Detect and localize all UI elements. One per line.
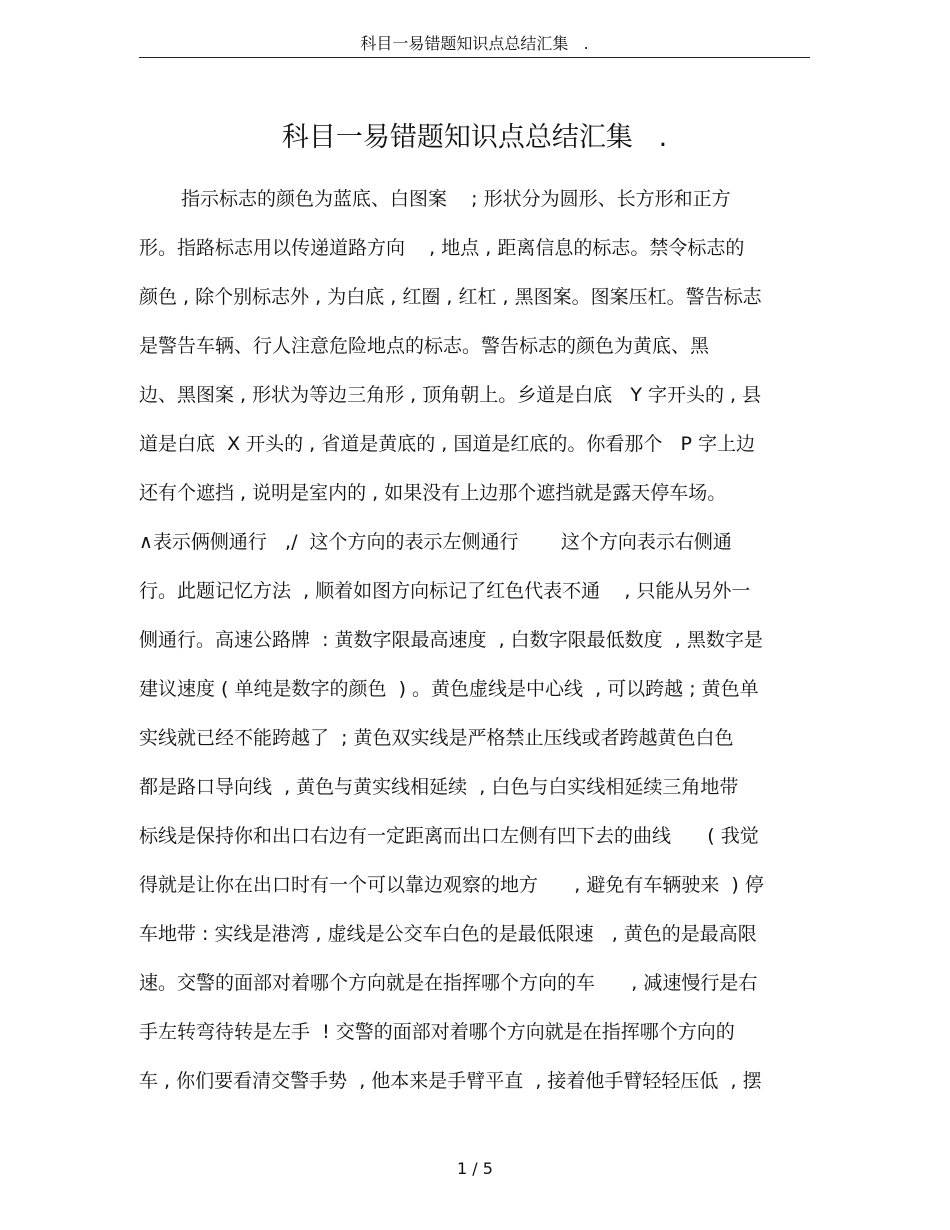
body-paragraph — [139, 180, 819, 1111]
text-line: 形。指路标志用以传递道路方向 , 地点 , 距离信息的标志。禁令标志的 — [139, 237, 745, 259]
text-line: 手左转弯待转是左手 ! 交警的面部对着哪个方向就是在指挥哪个方向的 — [139, 1021, 735, 1043]
text-line: 侧通行。高速公路牌 : 黄数字限最高速度 , 白数字限最低数度 , 黑数字是 — [139, 629, 763, 651]
text-line: 车 , 你们要看清交警手势 , 他本来是手臂平直 , 接着他手臂轻轻压低 , 摆 — [139, 1070, 762, 1092]
text-line: 指示标志的颜色为蓝底、白图案 ; 形状分为圆形、长方形和正方 — [181, 188, 731, 210]
text-line: 颜色 , 除个别标志外 , 为白底 , 红圈 , 红杠 , 黑图案。图案压杠。警告标志 — [139, 286, 762, 308]
running-header-title: 科目一易错题知识点总结汇集 . — [360, 34, 589, 53]
text-line: 都是路口导向线 , 黄色与黄实线相延续 , 白色与白实线相延续三角地带 — [139, 776, 739, 798]
text-line: 得就是让你在出口时有一个可以靠边观察的地方 , 避免有车辆驶来 ) 停 — [139, 874, 764, 896]
text-line: ∧表示俩侧通行 ,/ 这个方向的表示左侧通行 这个方向表示右侧通 — [139, 531, 732, 553]
page-number: 1 / 5 — [457, 1159, 493, 1178]
text-line: 速。交警的面部对着哪个方向就是在指挥哪个方向的车 , 减速慢行是右 — [139, 972, 758, 994]
text-line: 建议速度 ( 单纯是数字的颜色 ) 。黄色虚线是中心线 , 可以跨越 ; 黄色单 — [139, 678, 759, 700]
text-line: 是警告车辆、行人注意危险地点的标志。警告标志的颜色为黄底、黑 — [139, 335, 710, 357]
document-title: 科目一易错题知识点总结汇集 . — [281, 122, 668, 153]
text-line: 实线就已经不能跨越了 ; 黄色双实线是严格禁止压线或者跨越黄色白色 — [139, 727, 734, 749]
text-line: 道是白底 X 开头的 , 省道是黄底的 , 国道是红底的。你看那个 P 字上边 — [139, 433, 755, 455]
text-line: 行。此题记忆方法 , 顺着如图方向标记了红色代表不通 , 只能从另外一 — [139, 580, 751, 602]
text-line: 边、黑图案 , 形状为等边三角形 , 顶角朝上。乡道是白底 Y 字开头的 , 县 — [139, 384, 762, 406]
text-line: 标线是保持你和出口右边有一定距离而出口左侧有凹下去的曲线 ( 我觉 — [139, 825, 759, 847]
header-divider — [139, 57, 810, 58]
text-line: 车地带 : 实线是港湾 , 虚线是公交车白色的是最低限速 , 黄色的是最高限 — [139, 923, 757, 945]
text-line: 还有个遮挡 , 说明是室内的 , 如果没有上边那个遮挡就是露天停车场。 — [139, 482, 727, 504]
